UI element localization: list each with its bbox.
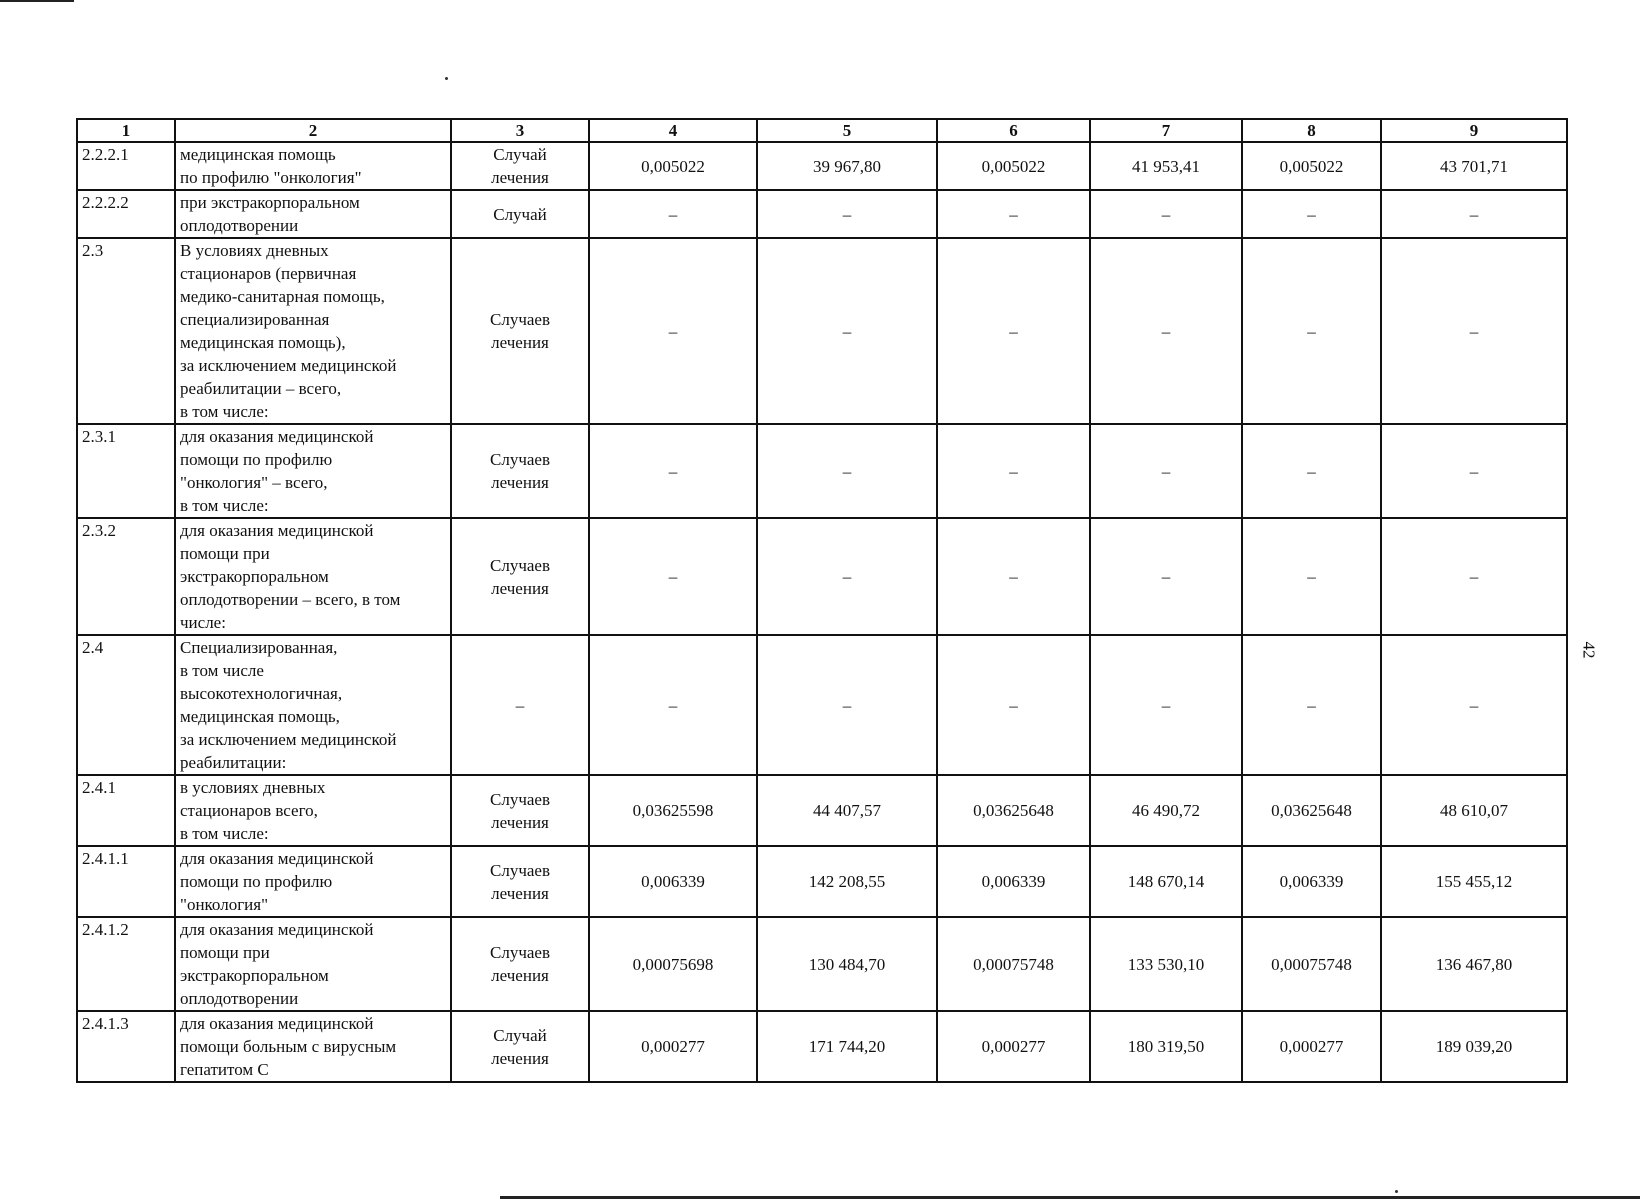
scan-artifact-line: [0, 0, 74, 2]
row-value: –: [1242, 424, 1381, 518]
row-value: 180 319,50: [1090, 1011, 1242, 1082]
row-value: 0,00075748: [1242, 917, 1381, 1011]
row-value: 130 484,70: [757, 917, 937, 1011]
column-header: 4: [589, 119, 757, 142]
row-value: 155 455,12: [1381, 846, 1567, 917]
table-row: [77, 846, 1567, 917]
row-value: 136 467,80: [1381, 917, 1567, 1011]
row-code: 2.4: [77, 635, 175, 775]
row-name: для оказания медицинской помощи больным с вирусным гепатитом С: [175, 1011, 451, 1082]
row-value: 46 490,72: [1090, 775, 1242, 846]
row-value: 0,006339: [589, 846, 757, 917]
row-name: В условиях дневных стационаров (первичная медико-санитарная помощь, специализированная медицинская помощь), за исключением медицинской реабилитации – всего, в том числе:: [175, 238, 451, 424]
row-unit: Случай: [451, 190, 589, 238]
table-row: [77, 142, 1567, 190]
row-name: медицинская помощь по профилю "онкология": [175, 142, 451, 190]
row-value: 0,00075748: [937, 917, 1090, 1011]
row-value: –: [1090, 190, 1242, 238]
row-value: 0,005022: [589, 142, 757, 190]
row-value: 0,006339: [937, 846, 1090, 917]
row-name: для оказания медицинской помощи по профилю "онкология": [175, 846, 451, 917]
row-value: –: [757, 635, 937, 775]
row-value: 189 039,20: [1381, 1011, 1567, 1082]
row-unit: Случай лечения: [451, 1011, 589, 1082]
row-value: –: [757, 518, 937, 635]
row-value: 171 744,20: [757, 1011, 937, 1082]
row-value: –: [1090, 518, 1242, 635]
row-value: 0,000277: [937, 1011, 1090, 1082]
scan-artifact-dot: [445, 77, 448, 80]
row-unit: Случаев лечения: [451, 775, 589, 846]
row-unit: Случаев лечения: [451, 917, 589, 1011]
row-value: 148 670,14: [1090, 846, 1242, 917]
row-value: 0,03625648: [937, 775, 1090, 846]
row-value: 43 701,71: [1381, 142, 1567, 190]
row-value: 0,006339: [1242, 846, 1381, 917]
column-header: 2: [175, 119, 451, 142]
row-code: 2.4.1.3: [77, 1011, 175, 1082]
row-value: –: [1242, 518, 1381, 635]
row-value: –: [589, 518, 757, 635]
data-table: [76, 118, 1568, 1083]
scan-artifact-line: [500, 1196, 1640, 1199]
table-row: [77, 635, 1567, 775]
row-code: 2.3.2: [77, 518, 175, 635]
row-value: –: [937, 424, 1090, 518]
row-unit: Случаев лечения: [451, 424, 589, 518]
table-row: [77, 1011, 1567, 1082]
row-value: –: [589, 424, 757, 518]
row-value: –: [1381, 635, 1567, 775]
row-value: –: [937, 635, 1090, 775]
table-row: [77, 238, 1567, 424]
row-value: 0,00075698: [589, 917, 757, 1011]
row-value: –: [1242, 190, 1381, 238]
row-value: –: [937, 190, 1090, 238]
column-header: 3: [451, 119, 589, 142]
row-name: в условиях дневных стационаров всего, в том числе:: [175, 775, 451, 846]
row-value: 0,03625598: [589, 775, 757, 846]
row-value: 142 208,55: [757, 846, 937, 917]
row-unit: Случаев лечения: [451, 846, 589, 917]
row-code: 2.4.1.1: [77, 846, 175, 917]
row-value: –: [1381, 424, 1567, 518]
row-value: –: [1381, 518, 1567, 635]
row-name: для оказания медицинской помощи по профилю "онкология" – всего, в том числе:: [175, 424, 451, 518]
row-value: –: [937, 238, 1090, 424]
row-value: –: [589, 635, 757, 775]
row-value: –: [589, 190, 757, 238]
row-value: –: [1090, 635, 1242, 775]
row-value: –: [1090, 238, 1242, 424]
row-value: 39 967,80: [757, 142, 937, 190]
row-value: –: [1381, 190, 1567, 238]
scan-artifact-dot: [1395, 1190, 1398, 1193]
row-code: 2.2.2.1: [77, 142, 175, 190]
row-code: 2.4.1.2: [77, 917, 175, 1011]
row-value: 0,005022: [937, 142, 1090, 190]
row-value: 48 610,07: [1381, 775, 1567, 846]
column-header: 1: [77, 119, 175, 142]
row-value: 133 530,10: [1090, 917, 1242, 1011]
row-value: 0,000277: [589, 1011, 757, 1082]
row-name: Специализированная, в том числе высокотехнологичная, медицинская помощь, за исключением медицинской реабилитации:: [175, 635, 451, 775]
column-header: 5: [757, 119, 937, 142]
row-value: 0,000277: [1242, 1011, 1381, 1082]
row-value: –: [757, 190, 937, 238]
row-code: 2.2.2.2: [77, 190, 175, 238]
column-header: 9: [1381, 119, 1567, 142]
row-value: 44 407,57: [757, 775, 937, 846]
table-row: [77, 190, 1567, 238]
row-code: 2.4.1: [77, 775, 175, 846]
table-row: [77, 424, 1567, 518]
row-value: –: [1090, 424, 1242, 518]
row-value: –: [589, 238, 757, 424]
row-value: –: [937, 518, 1090, 635]
row-value: 0,005022: [1242, 142, 1381, 190]
row-value: –: [1381, 238, 1567, 424]
row-value: –: [757, 424, 937, 518]
row-value: –: [1242, 238, 1381, 424]
row-code: 2.3: [77, 238, 175, 424]
row-value: –: [757, 238, 937, 424]
row-value: 41 953,41: [1090, 142, 1242, 190]
page-number: 42: [1579, 641, 1599, 659]
row-unit: Случай лечения: [451, 142, 589, 190]
row-value: 0,03625648: [1242, 775, 1381, 846]
table-row: [77, 518, 1567, 635]
row-unit: Случаев лечения: [451, 238, 589, 424]
column-header: 7: [1090, 119, 1242, 142]
row-unit: –: [451, 635, 589, 775]
table-row: [77, 917, 1567, 1011]
row-name: для оказания медицинской помощи при экстракорпоральном оплодотворении: [175, 917, 451, 1011]
table-row: [77, 775, 1567, 846]
table-header-row: [77, 119, 1567, 142]
row-value: –: [1242, 635, 1381, 775]
row-unit: Случаев лечения: [451, 518, 589, 635]
row-name: при экстракорпоральном оплодотворении: [175, 190, 451, 238]
column-header: 8: [1242, 119, 1381, 142]
column-header: 6: [937, 119, 1090, 142]
row-code: 2.3.1: [77, 424, 175, 518]
row-name: для оказания медицинской помощи при экстракорпоральном оплодотворении – всего, в том числе:: [175, 518, 451, 635]
